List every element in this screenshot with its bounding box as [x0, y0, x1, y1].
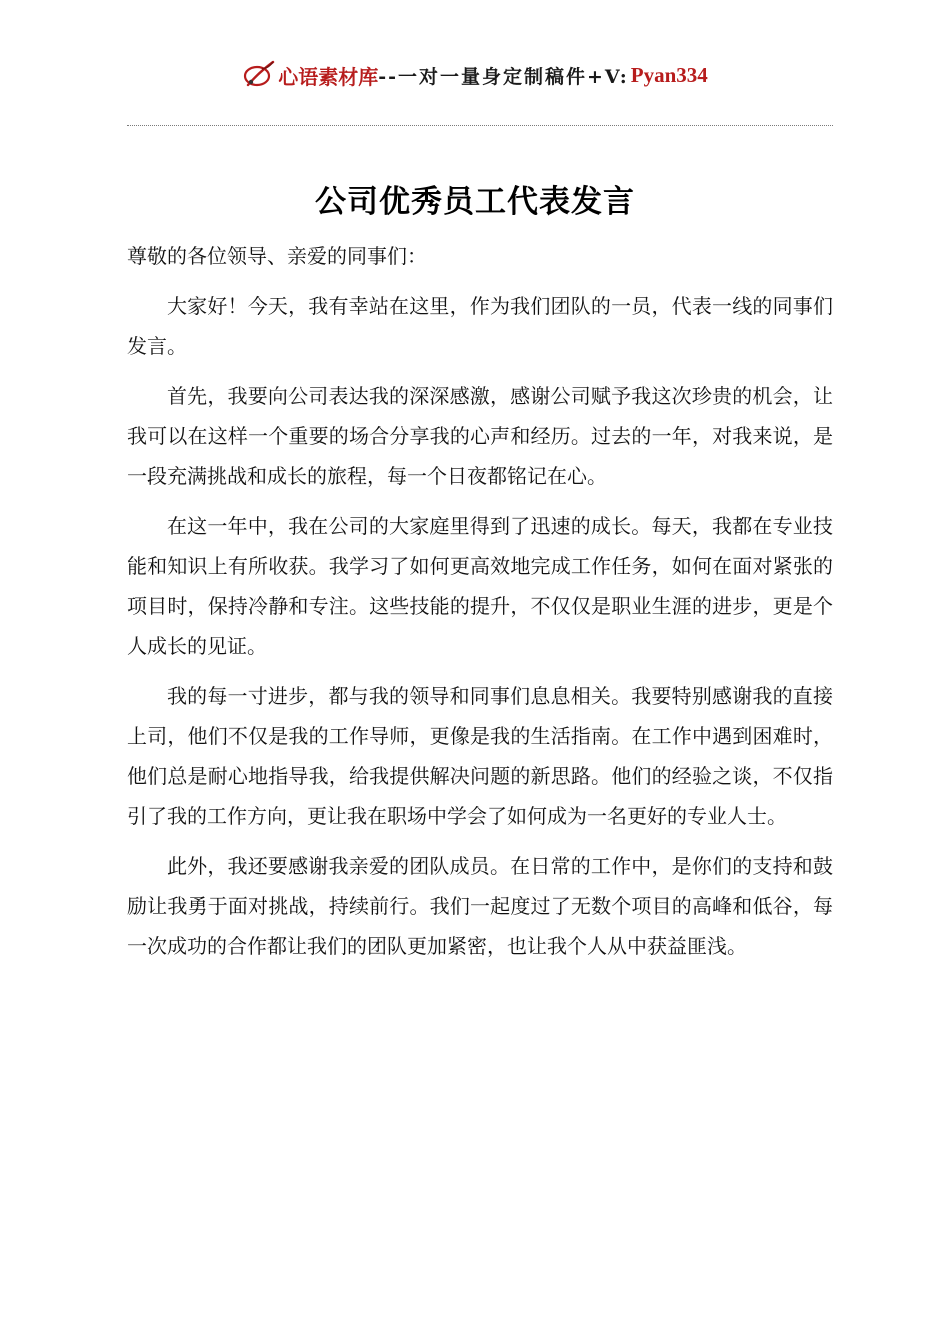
quill-pen-icon: [242, 58, 276, 92]
header-slogan: --一对一量身定制稿件+V:: [378, 65, 629, 88]
document-body: [127, 236, 833, 976]
contact-id: Pyan334: [630, 62, 708, 87]
paragraph-5: 此外，我还要感谢我亲爱的团队成员。在日常的工作中，是你们的支持和鼓励让我勇于面对挑战，持续前行。我们一起度过了无数个项目的高峰和低谷，每一次成功的合作都让我们的团队更加紧密，也让我个人从中获益匪浅。: [127, 854, 833, 958]
paragraph-1: 大家好！今天，我有幸站在这里，作为我们团队的一员，代表一线的同事们发言。: [127, 294, 833, 358]
paragraph-3: 在这一年中，我在公司的大家庭里得到了迅速的成长。每天，我都在专业技能和知识上有所收获。我学习了如何更高效地完成工作任务，如何在面对紧张的项目时，保持冷静和专注。这些技能的提升，不仅仅是职业生涯的进步，更是个人成长的见证。: [127, 514, 833, 658]
paragraph-2: 首先，我要向公司表达我的深深感激，感谢公司赋予我这次珍贵的机会，让我可以在这样一个重要的场合分享我的心声和经历。过去的一年，对我来说，是一段充满挑战和成长的旅程，每一个日夜都铭记在心。: [127, 384, 833, 488]
page-header: [0, 58, 950, 102]
document-title: 公司优秀员工代表发言: [315, 184, 635, 220]
header-divider: [127, 125, 833, 126]
salutation: 尊敬的各位领导、亲爱的同事们：: [127, 244, 427, 268]
brand-name: 心语素材库: [278, 64, 379, 89]
paragraph-4: 我的每一寸进步，都与我的领导和同事们息息相关。我要特别感谢我的直接上司，他们不仅是我的工作导师，更像是我的生活指南。在工作中遇到困难时，他们总是耐心地指导我，给我提供解决问题的新思路。他们的经验之谈，不仅指引了我的工作方向，更让我在职场中学会了如何成为一名更好的专业人士。: [127, 684, 833, 828]
header-banner: [242, 58, 708, 92]
